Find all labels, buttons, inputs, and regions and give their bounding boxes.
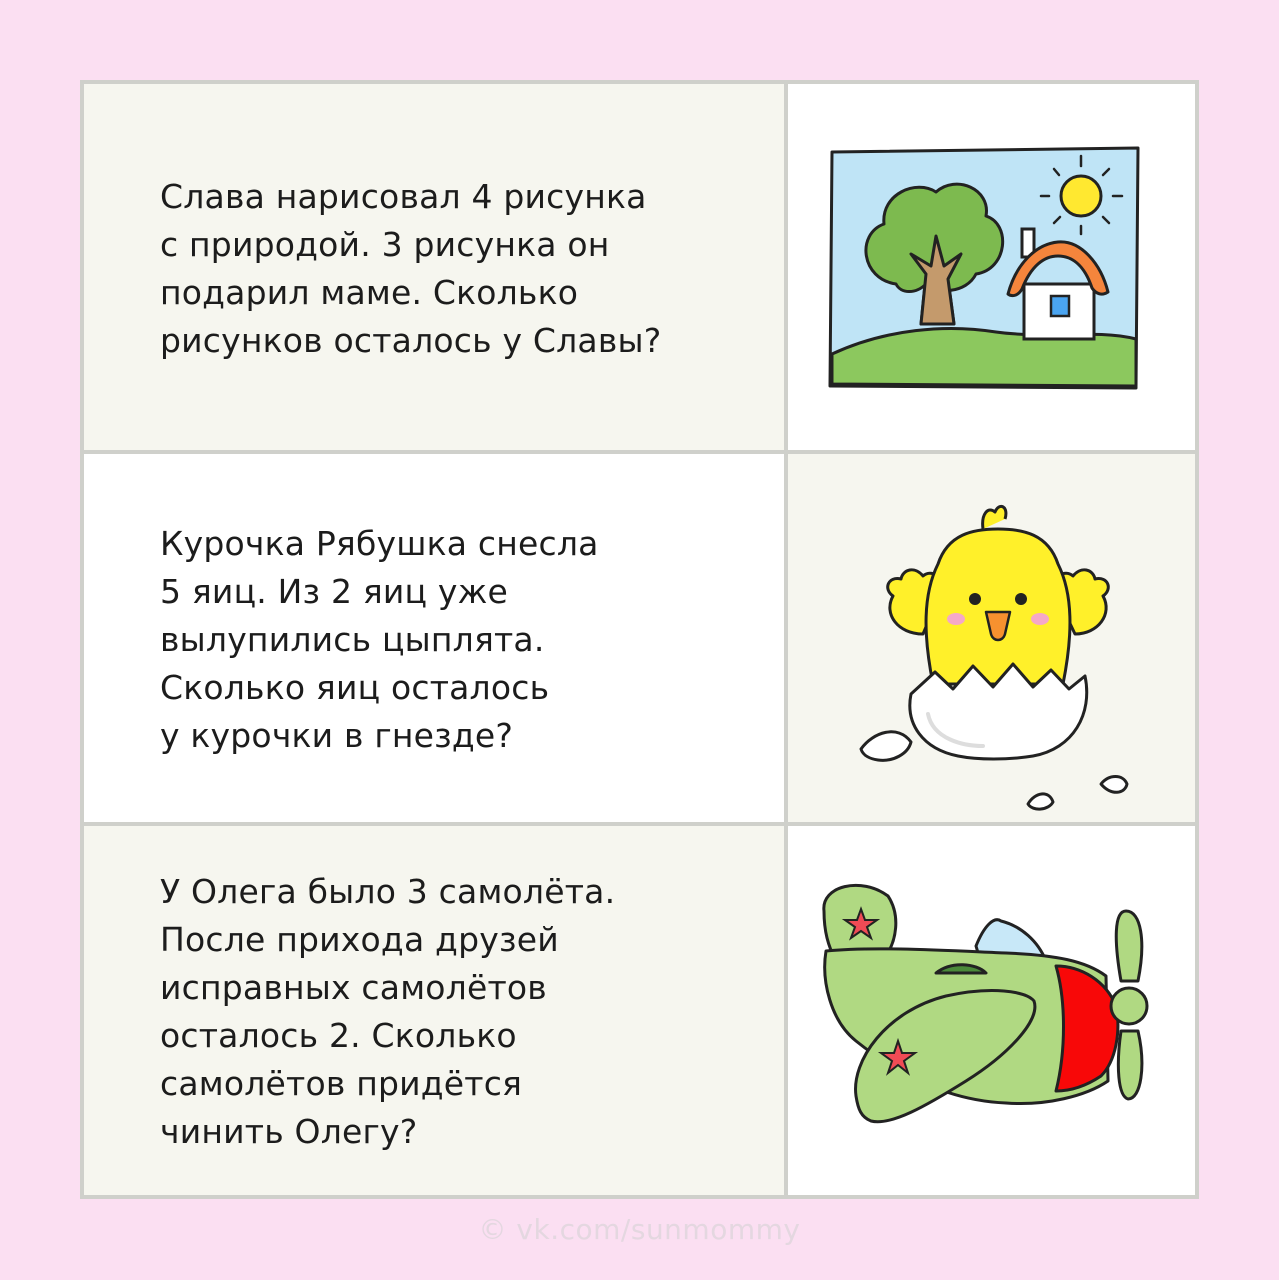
task-2-text	[160, 520, 764, 760]
toy-airplane-icon	[816, 881, 1176, 1151]
task-3-image-cell	[788, 826, 1195, 1195]
task-2-line: у курочки в гнезде?	[160, 716, 514, 755]
task-grid	[80, 80, 1199, 1199]
task-2-line: 5 яиц. Из 2 яиц уже	[160, 572, 509, 611]
task-3-text	[160, 868, 764, 1156]
task-2-text-cell	[84, 454, 784, 822]
credit-watermark: © vk.com/sunmommy	[478, 1213, 801, 1246]
task-3-line: После прихода друзей	[160, 920, 559, 959]
task-3-line: чинить Олегу?	[160, 1112, 418, 1151]
task-3-line: осталось 2. Сколько	[160, 1016, 517, 1055]
chick-in-egg-icon	[853, 484, 1143, 814]
task-2-line: вылупились цыплята.	[160, 620, 545, 659]
task-1-text-cell	[84, 84, 784, 450]
task-3-text-cell	[84, 826, 784, 1195]
task-3-line: исправных самолётов	[160, 968, 547, 1007]
task-1-image-cell	[788, 84, 1195, 450]
task-1-line: Слава нарисовал 4 рисунка	[160, 177, 647, 216]
task-1-text	[160, 173, 764, 365]
task-2-line: Курочка Рябушка снесла	[160, 524, 599, 563]
task-3-line: У Олега было 3 самолёта.	[160, 872, 616, 911]
landscape-picture-icon	[826, 144, 1142, 394]
task-1-line: с природой. 3 рисунка он	[160, 225, 610, 264]
task-2-line: Сколько яиц осталось	[160, 668, 550, 707]
task-1-line: подарил маме. Сколько	[160, 273, 579, 312]
task-3-line: самолётов придётся	[160, 1064, 523, 1103]
task-2-image-cell	[788, 454, 1195, 822]
task-1-line: рисунков осталось у Славы?	[160, 321, 662, 360]
